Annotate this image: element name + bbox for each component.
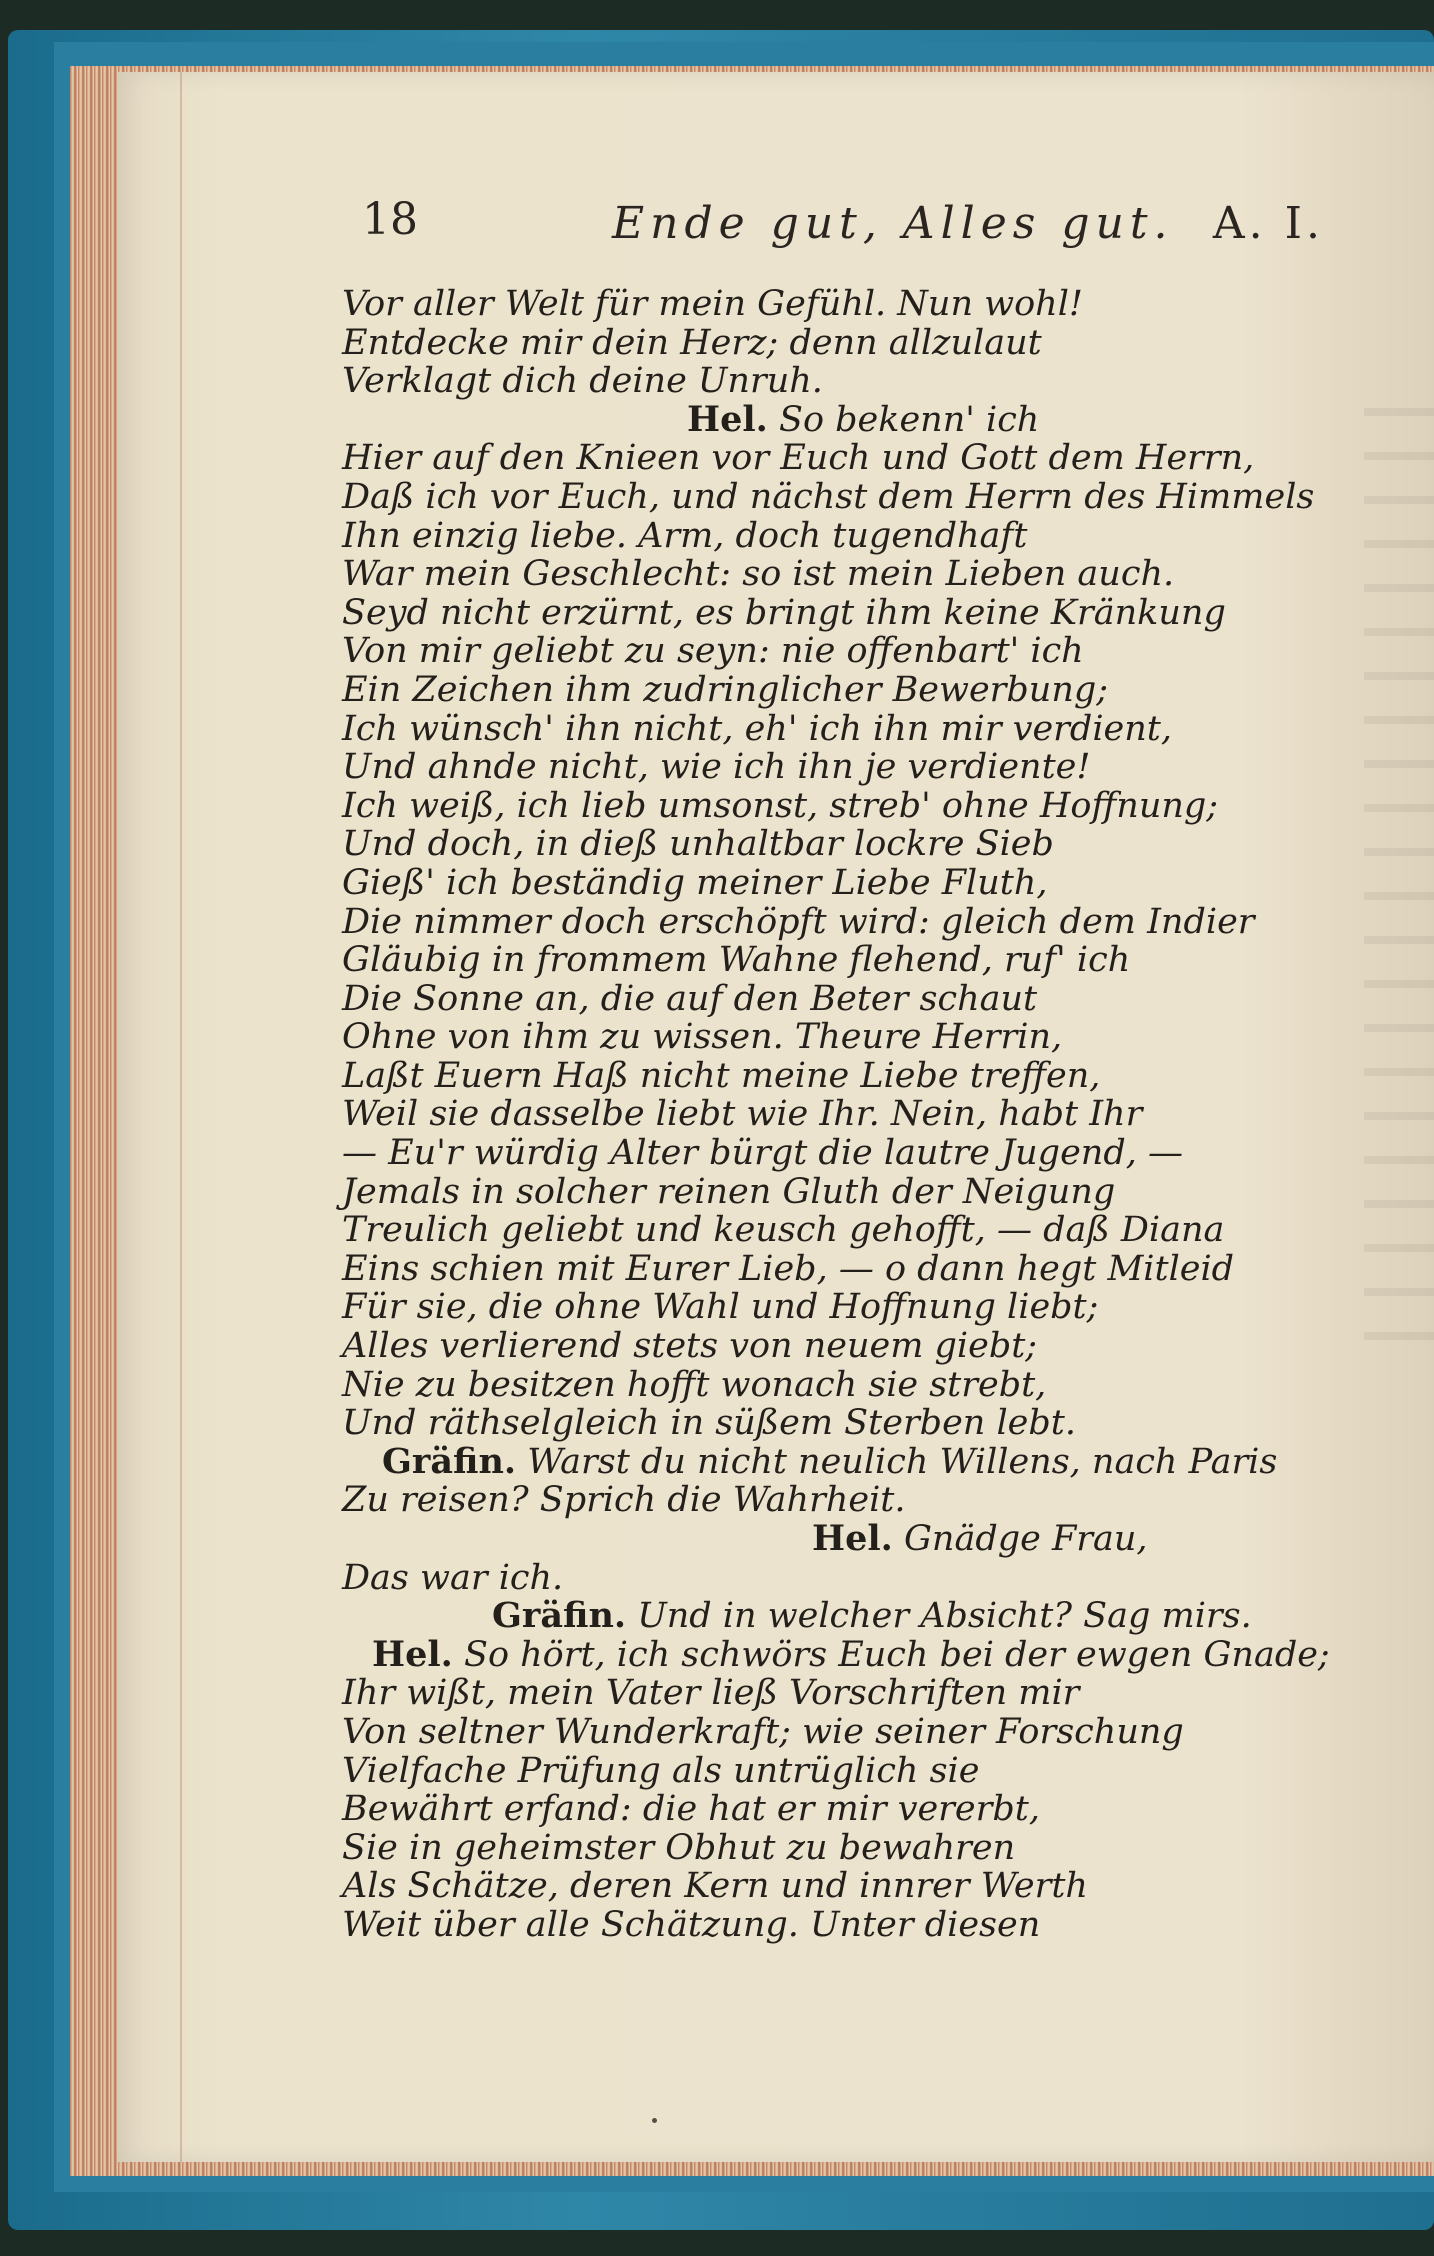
speaker-label: Hel. (687, 398, 768, 440)
verse-line (342, 903, 1342, 942)
line-text: Und doch, in dieß unhaltbar lockre Sieb (342, 824, 1054, 865)
line-text: Warst du nicht neulich Willens, nach Paris (527, 1441, 1278, 1482)
line-text: Entdecke mir dein Herz; denn allzulaut (342, 322, 1042, 363)
verse-line (342, 1211, 1342, 1250)
verse-line (342, 1481, 1342, 1520)
verse-text (342, 285, 1342, 1945)
verse-line (342, 517, 1342, 556)
line-text: Ein Zeichen ihm zudringlicher Bewerbung; (342, 669, 1109, 710)
verse-line (342, 1327, 1342, 1366)
verse-line (342, 1829, 1342, 1868)
verse-line (342, 1173, 1342, 1212)
verse-line (342, 1440, 1342, 1482)
verse-line (342, 1057, 1342, 1096)
line-text: Hier auf den Knieen vor Euch und Gott dem Herrn, (342, 438, 1255, 479)
verse-line (342, 1404, 1342, 1443)
verse-line (342, 1752, 1342, 1791)
verse-line (342, 864, 1342, 903)
line-text: Weil sie dasselbe liebt wie Ihr. Nein, habt Ihr (342, 1094, 1143, 1135)
verse-line (342, 787, 1342, 826)
speaker-label: Gräfin. (492, 1595, 627, 1637)
speaker-label: Hel. (812, 1518, 893, 1559)
line-text: Und ahnde nicht, wie ich ihn je verdiente! (342, 747, 1091, 788)
show-through-text (1364, 372, 1434, 1372)
verse-line (342, 710, 1342, 749)
verse-line (342, 632, 1342, 671)
speaker-label: Hel. (372, 1633, 453, 1675)
verse-line (342, 555, 1342, 594)
act-marker: A. I. (1212, 198, 1324, 249)
line-text: Sie in geheimster Obhut zu bewahren (342, 1827, 1016, 1868)
verse-line (342, 1250, 1342, 1289)
line-text: Von mir geliebt zu seyn: nie offenbart' ich (342, 631, 1084, 672)
verse-line (342, 398, 1342, 440)
line-text: Ich weiß, ich lieb umsonst, streb' ohne Hoffnung; (342, 785, 1219, 826)
verse-line (342, 671, 1342, 710)
verse-line (342, 1633, 1342, 1675)
verse-line (342, 1288, 1342, 1327)
line-text: Für sie, die ohne Wahl und Hoffnung liebt; (342, 1287, 1099, 1328)
line-text: Ihn einzig liebe. Arm, doch tugendhaft (342, 515, 1028, 556)
verse-line (342, 1597, 1342, 1636)
verse-line (342, 1134, 1342, 1173)
line-text: Und räthselgleich in süßem Sterben lebt. (342, 1403, 1076, 1444)
verse-line (342, 594, 1342, 633)
line-text: Und in welcher Absicht? Sag mirs. (637, 1596, 1252, 1637)
verse-line (342, 1790, 1342, 1829)
line-text: Bewährt erfand: die hat er mir vererbt, (342, 1789, 1040, 1830)
verse-line (342, 1520, 1342, 1559)
line-text: Treulich geliebt und keusch gehofft, — daß Diana (342, 1210, 1225, 1251)
page-number: 18 (362, 194, 418, 245)
line-text: Laßt Euern Haß nicht meine Liebe treffen, (342, 1055, 1101, 1096)
line-text: Gieß' ich beständig meiner Liebe Fluth, (342, 862, 1048, 903)
verse-line (342, 1095, 1342, 1134)
verse-line (342, 478, 1342, 517)
line-text: Alles verlierend stets von neuem giebt; (342, 1326, 1038, 1367)
line-text: Eins schien mit Eurer Lieb, — o dann hegt Mitleid (342, 1248, 1235, 1289)
verse-line (342, 1366, 1342, 1405)
verse-line (342, 1018, 1342, 1057)
speaker-label: Gräfin. (382, 1440, 517, 1482)
line-text: Nie zu besitzen hofft wonach sie strebt, (342, 1364, 1047, 1405)
line-text: Die Sonne an, die auf den Beter schaut (342, 978, 1038, 1019)
line-text: Seyd nicht erzürnt, es bringt ihm keine Kränkung (342, 592, 1226, 633)
verse-line (342, 362, 1342, 401)
line-text: Daß ich vor Euch, und nächst dem Herrn des Himmels (342, 476, 1315, 517)
line-text: Ihr wißt, mein Vater ließ Vorschriften mir (342, 1673, 1080, 1714)
verse-line (342, 1674, 1342, 1713)
line-text: So hört, ich schwörs Euch bei der ewgen Gnade; (463, 1634, 1330, 1675)
verse-line (342, 748, 1342, 787)
line-text: Von seltner Wunderkraft; wie seiner Forschung (342, 1711, 1184, 1752)
running-title: Ende gut, Alles gut. (612, 198, 1174, 249)
verse-line (342, 1559, 1342, 1598)
line-text: Vor aller Welt für mein Gefühl. Nun wohl! (342, 284, 1083, 324)
verse-line (342, 1867, 1342, 1906)
verse-line (342, 941, 1342, 980)
verse-line (342, 1713, 1342, 1752)
page-header (362, 194, 1342, 264)
line-text: War mein Geschlecht: so ist mein Lieben auch. (342, 554, 1175, 595)
line-text: Verklagt dich deine Unruh. (342, 361, 823, 402)
line-text: Ich wünsch' ihn nicht, eh' ich ihn mir verdient, (342, 708, 1172, 749)
verse-line (342, 324, 1342, 363)
line-text: Als Schätze, deren Kern und innrer Werth (342, 1866, 1088, 1907)
verse-line (342, 825, 1342, 864)
line-text: Ohne von ihm zu wissen. Theure Herrin, (342, 1017, 1063, 1058)
line-text: So bekenn' ich (778, 399, 1040, 440)
line-text: Gnädge Frau, (903, 1519, 1148, 1559)
ink-speck (652, 2118, 657, 2123)
verse-line (342, 980, 1342, 1019)
line-text: — Eu'r würdig Alter bürgt die lautre Jugend, — (342, 1133, 1183, 1174)
line-text: Gläubig in frommem Wahne flehend, ruf' ich (342, 940, 1131, 981)
verse-line (342, 439, 1342, 478)
verse-line (342, 285, 1342, 324)
line-text: Das war ich. (342, 1557, 564, 1598)
line-text: Vielfache Prüfung als untrüglich sie (342, 1750, 980, 1791)
line-text: Weit über alle Schätzung. Unter diesen (342, 1904, 1041, 1945)
line-text: Die nimmer doch erschöpft wird: gleich dem Indier (342, 901, 1255, 942)
verse-line (342, 1906, 1342, 1945)
line-text: Jemals in solcher reinen Gluth der Neigung (342, 1171, 1116, 1212)
line-text: Zu reisen? Sprich die Wahrheit. (342, 1480, 906, 1521)
